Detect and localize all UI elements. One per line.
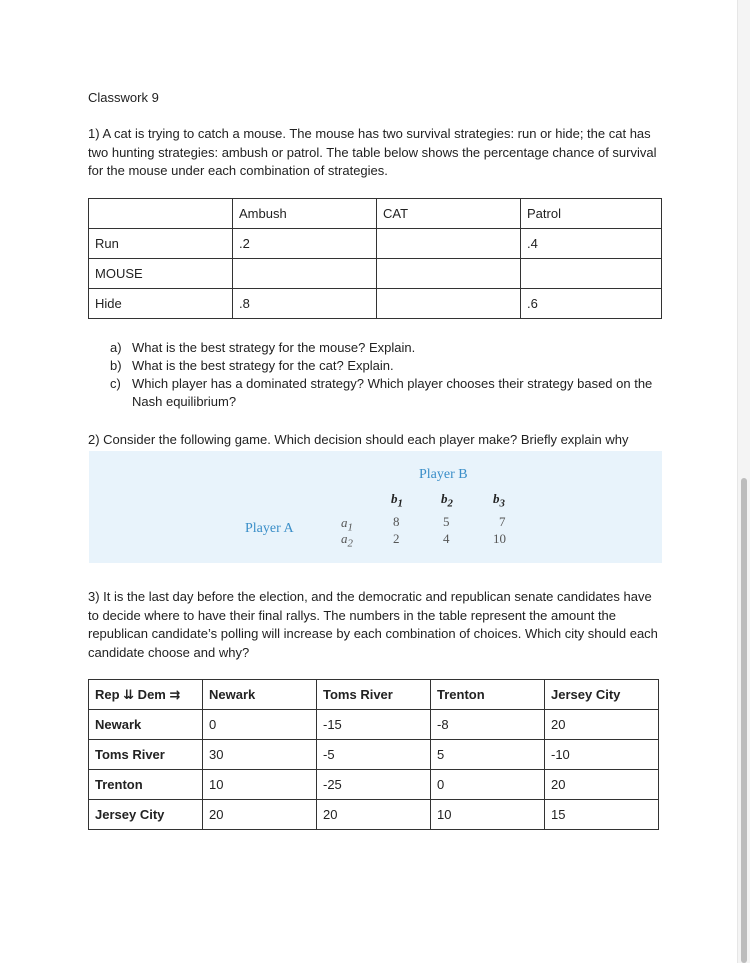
table-cell [233,259,377,289]
payoff-value: 7 [499,514,506,529]
table-cell: .8 [233,289,377,319]
table-cell: 20 [203,800,317,830]
table-header-row [89,199,662,229]
list-item [110,339,670,357]
list-item [110,375,670,411]
table-row [89,229,662,259]
row-label-cell: MOUSE [89,259,233,289]
table-header-cell: Trenton [431,680,545,710]
page-title: Classwork 9 [88,90,159,105]
table-cell: 5 [431,740,545,770]
table-cell: .2 [233,229,377,259]
table-row [89,289,662,319]
table-cell: -15 [317,710,431,740]
table-cell [377,289,521,319]
row-label-cell: Run [89,229,233,259]
player-a-label: Player A [245,521,294,536]
player-b-label: Player B [419,467,468,482]
table-header-cell: Ambush [233,199,377,229]
table-cell [377,229,521,259]
table-header-cell: CAT [377,199,521,229]
table-cell: 0 [431,770,545,800]
table-cell: -25 [317,770,431,800]
question-1-subquestions [110,339,670,411]
table-cell: 20 [545,710,659,740]
row-label-cell: Newark [89,710,203,740]
list-marker: c) [110,376,121,391]
payoff-value: 5 [443,514,450,529]
table-row [89,800,659,830]
game-matrix-figure [89,451,662,563]
row-label-cell: Toms River [89,740,203,770]
list-marker: b) [110,358,122,373]
row-label-cell: Hide [89,289,233,319]
table-cell: -5 [317,740,431,770]
table-row [89,740,659,770]
election-table [88,679,659,830]
payoff-value: 8 [393,514,400,529]
row-label-cell: Trenton [89,770,203,800]
payoff-value: 4 [443,531,450,546]
table-row [89,770,659,800]
table-cell: -8 [431,710,545,740]
cat-mouse-table [88,198,662,319]
row-label: $a_1$ [341,515,353,534]
table-header-row [89,680,659,710]
scrollbar-thumb[interactable] [741,478,747,963]
table-cell [521,259,662,289]
column-label: $b_2$ [441,491,453,510]
table-header-cell: Toms River [317,680,431,710]
column-label: $b_1$ [391,491,403,510]
list-item-text: Which player has a dominated strategy? Which player chooses their strategy based on the Nash equilibrium? [132,376,653,409]
list-marker: a) [110,340,122,355]
table-cell: 0 [203,710,317,740]
table-cell [377,259,521,289]
table-cell: 15 [545,800,659,830]
corner-header-cell: Rep ⇊ Dem ⇉ [89,680,203,710]
list-item [110,357,670,375]
payoff-value: 10 [493,531,506,546]
table-cell [89,199,233,229]
table-cell: -10 [545,740,659,770]
table-cell: .6 [521,289,662,319]
table-header-cell: Patrol [521,199,662,229]
table-cell: 10 [431,800,545,830]
table-cell: .4 [521,229,662,259]
table-header-cell: Newark [203,680,317,710]
row-label-cell: Jersey City [89,800,203,830]
table-row [89,710,659,740]
table-header-cell: Jersey City [545,680,659,710]
question-1-text: 1) A cat is trying to catch a mouse. The mouse has two survival strategies: run or hide; the cat has two hunting strategies: ambush or patrol. The table below shows the percentage chance of survival for the mouse under each combination of strategies. [88,126,657,178]
table-cell: 20 [317,800,431,830]
list-item-text: What is the best strategy for the cat? Explain. [132,358,394,373]
column-label: $b_3$ [493,491,505,510]
list-item-text: What is the best strategy for the mouse? Explain. [132,340,416,355]
question-3-text: 3) It is the last day before the election, and the democratic and republican senate candidates have to decide where to have their final rallys. The numbers in the table represent the amount the republican candidate’s polling will increase by each combination of choices. Which city should each candidate choose and why? [88,589,658,660]
row-label: $a_2$ [341,531,353,550]
table-cell: 30 [203,740,317,770]
table-row [89,259,662,289]
table-cell: 20 [545,770,659,800]
table-cell: 10 [203,770,317,800]
scrollbar-track[interactable] [737,0,750,963]
payoff-value: 2 [393,531,400,546]
question-2-text: 2) Consider the following game. Which decision should each player make? Briefly explain why [88,432,629,447]
